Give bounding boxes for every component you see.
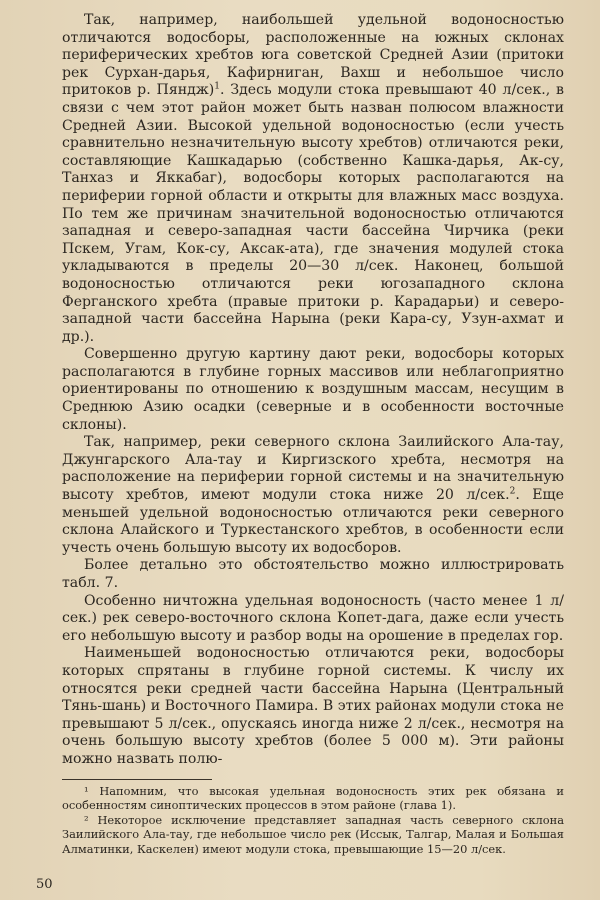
footnote-marker: 1 bbox=[214, 81, 220, 92]
footnote: ¹ Напомним, что высокая удельная водоносность этих рек обязана и особенностям синоптических процессов в этом районе (глава 1). bbox=[62, 783, 564, 813]
footnote-divider bbox=[62, 779, 212, 780]
footnote-marker: 2 bbox=[509, 486, 516, 497]
paragraph: Так, например, наибольшей удельной водоносностью отличаются водосборы, расположенные на южных склонах периферических хребтов юга советской Средней Азии (притоки рек Сурхан-дарья, Кафирниган, Вахш и небольшое число притоков р. Пяндж)$^1$. Здесь модули стока превышают 40 л/сек., в связи с чем этот район может быть назван полюсом влажности Средней Азии. Высокой удельной водоносностью (если учесть сравнительно незначительную высоту хребтов) отличаются реки, составляющие Кашкадарью (собственно Кашка-дарья, Ак-су, Танхаз и Яккабаг), водосборы которых располагаются на периферии горной области и открыты для влажных масс воздуха. По тем же причинам значительной водоносностью отличаются западная и северо-западная части бассейна Чирчика (реки Пскем, Угам, Кок-су, Аксак-ата), где значения модулей стока укладываются в пределы 20—30 л/сек. Наконец, большой водоносностью отличаются реки югозападного склона Ферганского хребта (правые притоки р. Карадарьи) и северо-западной части бассейна Нарына (реки Кара-су, Узун-ахмат и др.). bbox=[62, 12, 564, 345]
paragraph: Особенно ничтожна удельная водоносность (часто менее 1 л/сек.) рек северо-восточного склона Копет-дага, даже если учесть его небольшую высоту и разбор воды на орошение в пределах гор. bbox=[62, 592, 564, 644]
page-number: 50 bbox=[36, 877, 53, 892]
body-text bbox=[62, 12, 564, 769]
paragraph: Наименьшей водоносностью отличаются реки, водосборы которых спрятаны в глубине горной системы. К числу их относятся реки средней части бассейна Нарына (Центральный Тянь-шань) и Восточного Памира. В этих районах модули стока не превышают 5 л/сек., опускаясь иногда ниже 2 л/сек., несмотря на очень большую высоту хребтов (более 5 000 м). Эти районы можно назвать полю- bbox=[62, 645, 564, 767]
footnotes bbox=[62, 784, 564, 857]
paragraph: Более детально это обстоятельство можно иллюстрировать табл. 7. bbox=[62, 557, 564, 591]
footnote: ² Некоторое исключение представляет западная часть северного склона Заилийского Ала-тау, где небольшое число рек (Иссык, Талгар, Малая и Большая Алматинки, Каскелен) имеют модули стока, превышающие 15—20 л/сек. bbox=[62, 812, 564, 856]
paragraph: Так, например, реки северного склона Заилийского Ала-тау, Джунгарского Ала-тау и Киргизского хребта, несмотря на расположение на периферии горной системы и на значительную высоту хребтов, имеют модули стока ниже 20 л/сек.$^2$. Еще меньшей удельной водоносностью отличаются реки северного склона Алайского и Туркестанского хребтов, в особенности если учесть очень большую высоту их водосборов. bbox=[62, 434, 564, 556]
paragraph: Совершенно другую картину дают реки, водосборы которых располагаются в глубине горных массивов или неблагоприятно ориентированы по отношению к воздушным массам, несущим в Среднюю Азию осадки (северные и в особенности восточные склоны). bbox=[62, 346, 564, 433]
